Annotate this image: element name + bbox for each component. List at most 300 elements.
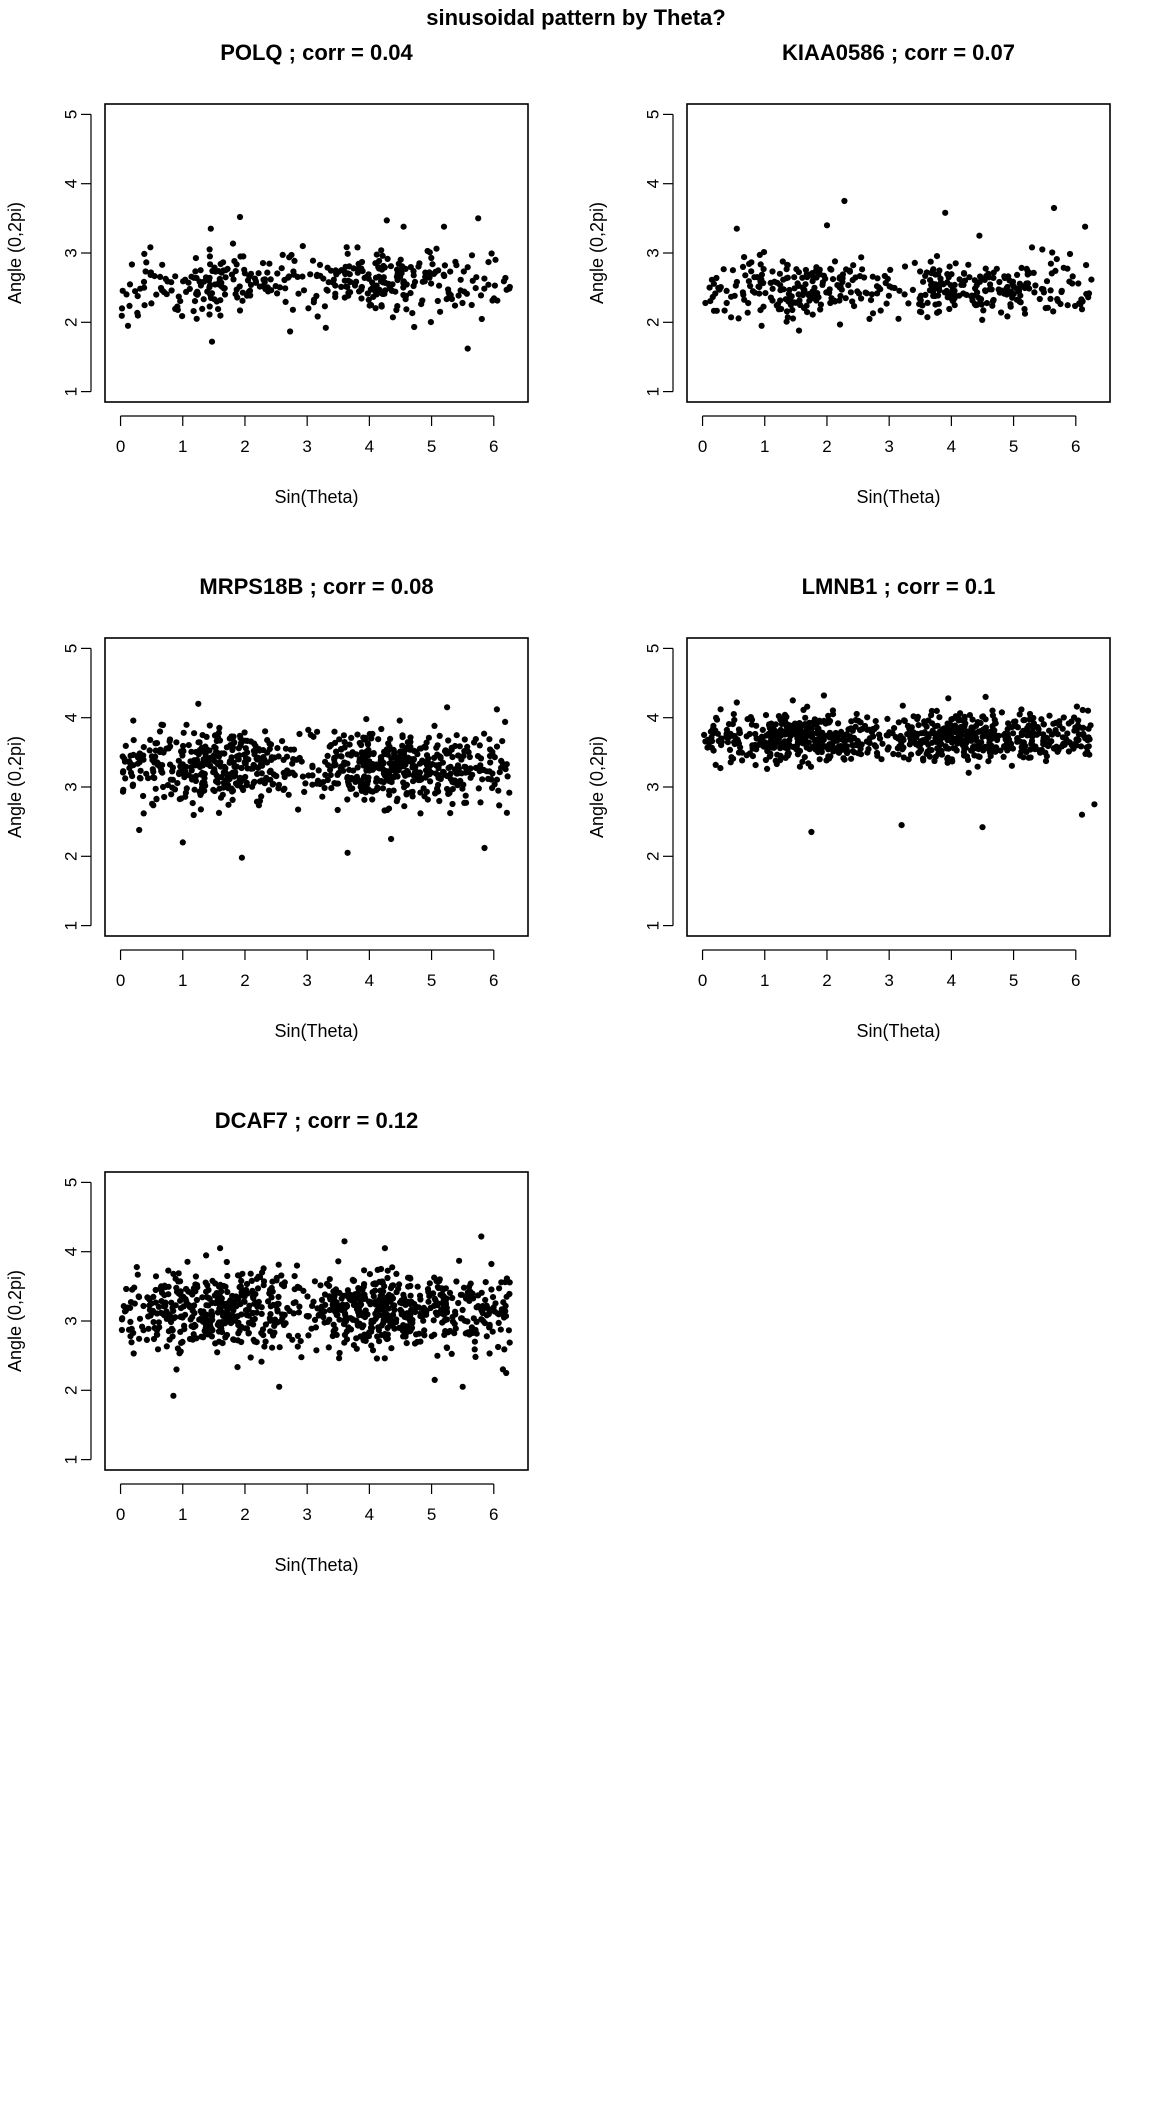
x-axis-title: Sin(Theta) [274,487,359,507]
scatter-point [204,289,210,295]
scatter-point [200,732,206,738]
scatter-point [790,697,796,703]
scatter-point [1082,751,1088,757]
x-tick-label: 2 [240,971,250,990]
scatter-point [916,722,922,728]
scatter-point [927,287,933,293]
scatter-point [999,709,1005,715]
scatter-point [187,286,193,292]
scatter-point [771,745,777,751]
y-tick-label: 1 [61,1454,81,1465]
scatter-point [858,295,864,301]
scatter-point [316,767,322,773]
scatter-point [156,1319,162,1325]
scatter-point [161,1292,167,1298]
scatter-point [431,1317,437,1323]
scatter-point [488,1261,494,1267]
scatter-point [481,286,487,292]
scatter-point [922,273,928,279]
scatter-point [780,277,786,283]
scatter-point [740,264,746,270]
x-axis-title: Sin(Theta) [856,1021,941,1041]
scatter-point [335,807,341,813]
scatter-point [195,739,201,745]
scatter-point [1080,707,1086,713]
scatter-point [1087,736,1093,742]
scatter-point [119,313,125,319]
scatter-point [487,753,493,759]
scatter-point [244,1281,250,1287]
x-tick-label: 4 [946,971,957,990]
scatter-panel-2 [587,40,1110,507]
scatter-point [481,845,487,851]
scatter-point [169,768,175,774]
scatter-point [733,283,739,289]
scatter-point [348,752,354,758]
scatter-point [338,753,344,759]
scatter-point [267,1315,273,1321]
scatter-point [374,1355,380,1361]
scatter-point [728,294,734,300]
scatter-point [417,810,423,816]
scatter-point [1029,244,1035,250]
scatter-point [173,1302,179,1308]
scatter-point [813,740,819,746]
scatter-point [902,291,908,297]
y-tick-label: 4 [61,178,81,189]
scatter-point [939,281,945,287]
x-tick-label: 2 [822,971,832,990]
scatter-point [451,1330,457,1336]
scatter-point [180,839,186,845]
scatter-point [365,775,371,781]
scatter-point [987,281,993,287]
scatter-point [380,785,386,791]
scatter-point [405,1275,411,1281]
scatter-point [212,751,218,757]
scatter-point [478,292,484,298]
x-tick-label: 0 [697,437,708,456]
scatter-point [984,730,990,736]
scatter-point [827,266,833,272]
scatter-point [400,284,406,290]
scatter-point [917,295,923,301]
y-tick-label: 4 [643,712,663,723]
scatter-point [466,1284,472,1290]
scatter-point [135,313,141,319]
scatter-point [1014,736,1020,742]
scatter-point [291,258,297,264]
scatter-point [852,274,858,280]
scatter-point [728,314,734,320]
scatter-point [473,285,479,291]
scatter-point [391,762,397,768]
scatter-point [492,257,498,263]
scatter-point [225,802,231,808]
scatter-point [261,1282,267,1288]
scatter-point [455,1300,461,1306]
scatter-point [307,271,313,277]
scatter-point [341,732,347,738]
y-tick-label: 5 [61,109,81,120]
x-tick-label: 6 [1071,437,1081,456]
scatter-point [504,1275,510,1281]
scatter-point [778,306,784,312]
scatter-point [360,785,366,791]
scatter-point [123,1286,129,1292]
scatter-point [960,281,966,287]
scatter-point [481,731,487,737]
scatter-point [348,735,354,741]
scatter-point [424,789,430,795]
scatter-point [455,752,461,758]
scatter-point [790,315,796,321]
scatter-point [1018,282,1024,288]
scatter-point [128,1299,134,1305]
scatter-point [478,1233,484,1239]
scatter-point [243,1307,249,1313]
scatter-point [213,778,219,784]
scatter-point [952,745,958,751]
scatter-point [255,1285,261,1291]
scatter-panel-1 [5,40,528,507]
scatter-point [365,764,371,770]
scatter-point [858,254,864,260]
scatter-point [769,268,775,274]
scatter-point [218,774,224,780]
scatter-point [920,757,926,763]
scatter-point [366,297,372,303]
scatter-point [811,721,817,727]
scatter-point [709,745,715,751]
scatter-point [990,712,996,718]
points [701,692,1098,835]
scatter-point [891,725,897,731]
scatter-point [886,744,892,750]
scatter-point [147,244,153,250]
panel-title: POLQ ; corr = 0.04 [220,40,413,65]
scatter-point [425,797,431,803]
scatter-point [401,803,407,809]
scatter-point [397,718,403,724]
scatter-point [982,287,988,293]
scatter-point [983,694,989,700]
scatter-point [1042,750,1048,756]
scatter-point [388,767,394,773]
scatter-point [1016,289,1022,295]
scatter-point [966,732,972,738]
scatter-point [503,1370,509,1376]
scatter-point [369,796,375,802]
scatter-point [866,316,872,322]
scatter-point [268,757,274,763]
scatter-panel-3 [5,574,528,1041]
scatter-point [165,1268,171,1274]
scatter-point [487,1350,493,1356]
scatter-point [191,308,197,314]
scatter-point [741,297,747,303]
scatter-point [1004,313,1010,319]
scatter-point [863,290,869,296]
scatter-point [993,720,999,726]
scatter-point [961,716,967,722]
scatter-point [437,309,443,315]
scatter-point [387,744,393,750]
scatter-point [864,750,870,756]
scatter-point [122,775,128,781]
scatter-point [469,1291,475,1297]
scatter-point [131,1350,137,1356]
scatter-point [926,734,932,740]
scatter-point [495,788,501,794]
scatter-point [777,731,783,737]
scatter-point [134,1264,140,1270]
scatter-point [339,1295,345,1301]
x-tick-label: 1 [760,437,770,456]
scatter-point [475,1303,481,1309]
scatter-point [473,274,479,280]
scatter-point [504,1294,510,1300]
scatter-point [1086,726,1092,732]
scatter-point [1053,727,1059,733]
scatter-point [405,758,411,764]
scatter-point [237,775,243,781]
scatter-point [494,706,500,712]
scatter-point [181,730,187,736]
scatter-point [365,290,371,296]
scatter-point [990,727,996,733]
scatter-point [375,1324,381,1330]
scatter-point [819,282,825,288]
scatter-point [413,768,419,774]
scatter-point [452,303,458,309]
scatter-point [710,723,716,729]
scatter-point [961,271,967,277]
scatter-point [280,252,286,258]
scatter-point [980,307,986,313]
x-tick-label: 0 [115,437,126,456]
scatter-point [331,755,337,761]
scatter-point [456,1258,462,1264]
scatter-point [207,1319,213,1325]
scatter-point [449,747,455,753]
scatter-point [131,1285,137,1291]
scatter-point [784,266,790,272]
scatter-point [873,718,879,724]
scatter-point [816,747,822,753]
scatter-point [378,1305,384,1311]
scatter-point [335,781,341,787]
scatter-point [322,759,328,765]
x-tick-label: 0 [697,971,708,990]
scatter-point [972,735,978,741]
scatter-point [224,1273,230,1279]
scatter-point [136,1293,142,1299]
scatter-point [274,270,280,276]
scatter-point [183,722,189,728]
scatter-point [274,745,280,751]
scatter-point [385,256,391,262]
scatter-point [436,798,442,804]
scatter-point [770,727,776,733]
scatter-point [176,294,182,300]
scatter-point [161,794,167,800]
scatter-point [952,723,958,729]
scatter-point [152,740,158,746]
scatter-point [759,323,765,329]
scatter-point [1043,758,1049,764]
scatter-point [217,1245,223,1251]
scatter-point [433,745,439,751]
x-tick-label: 1 [178,1505,188,1524]
scatter-point [326,1344,332,1350]
scatter-point [805,725,811,731]
scatter-point [382,1245,388,1251]
scatter-point [295,807,301,813]
scatter-point [358,295,364,301]
scatter-point [461,764,467,770]
scatter-point [917,742,923,748]
scatter-point [394,1289,400,1295]
scatter-point [251,1337,257,1343]
scatter-point [1004,291,1010,297]
scatter-point [753,762,759,768]
scatter-point [393,1319,399,1325]
scatter-point [472,1354,478,1360]
scatter-point [157,728,163,734]
scatter-point [188,274,194,280]
scatter-point [243,745,249,751]
scatter-point [259,770,265,776]
scatter-point [175,307,181,313]
scatter-point [496,802,502,808]
scatter-point [727,747,733,753]
scatter-point [257,798,263,804]
scatter-point [1057,301,1063,307]
scatter-point [745,310,751,316]
scatter-point [1071,714,1077,720]
y-tick-label: 5 [61,643,81,654]
scatter-point [193,255,199,261]
scatter-point [1066,748,1072,754]
scatter-point [301,287,307,293]
scatter-point [120,288,126,294]
scatter-point [774,752,780,758]
scatter-point [1001,273,1007,279]
scatter-point [327,744,333,750]
scatter-point [499,738,505,744]
scatter-point [910,287,916,293]
scatter-point [768,721,774,727]
scatter-point [208,1308,214,1314]
scatter-point [889,284,895,290]
scatter-point [137,1316,143,1322]
scatter-point [215,306,221,312]
scatter-point [357,740,363,746]
scatter-point [396,1281,402,1287]
scatter-point [819,736,825,742]
scatter-point [179,752,185,758]
y-tick-label: 1 [643,920,663,931]
scatter-point [168,777,174,783]
scatter-point [773,758,779,764]
scatter-point [799,759,805,765]
scatter-point [367,303,373,309]
plot-frame [687,638,1110,936]
scatter-point [877,286,883,292]
scatter-point [359,778,365,784]
scatter-point [309,1303,315,1309]
scatter-point [838,743,844,749]
scatter-point [240,290,246,296]
scatter-point [447,269,453,275]
scatter-point [426,770,432,776]
scatter-point [148,1312,154,1318]
scatter-point [275,1294,281,1300]
scatter-point [262,286,268,292]
scatter-point [366,271,372,277]
scatter-point [453,262,459,268]
scatter-point [405,739,411,745]
scatter-point [453,1278,459,1284]
scatter-point [235,1322,241,1328]
scatter-point [300,243,306,249]
scatter-point [790,744,796,750]
scatter-point [223,1319,229,1325]
scatter-point [130,1330,136,1336]
scatter-point [502,719,508,725]
panel-title: MRPS18B ; corr = 0.08 [199,574,434,599]
y-tick-label: 4 [643,178,663,189]
scatter-point [120,753,126,759]
scatter-point [952,302,958,308]
scatter-point [489,785,495,791]
scatter-point [771,279,777,285]
scatter-point [461,268,467,274]
scatter-point [485,259,491,265]
scatter-point [824,222,830,228]
x-axis-title: Sin(Theta) [274,1555,359,1575]
scatter-point [163,1308,169,1314]
scatter-point [1005,734,1011,740]
scatter-point [1040,738,1046,744]
scatter-point [155,1346,161,1352]
scatter-point [361,1292,367,1298]
scatter-point [234,1364,240,1370]
scatter-point [238,740,244,746]
scatter-point [433,1310,439,1316]
scatter-point [866,738,872,744]
scatter-point [333,267,339,273]
scatter-point [270,781,276,787]
scatter-point [207,253,213,259]
scatter-point [332,1292,338,1298]
scatter-point [207,275,213,281]
scatter-point [854,288,860,294]
scatter-point [432,1296,438,1302]
scatter-point [214,1290,220,1296]
scatter-point [966,274,972,280]
scatter-point [896,719,902,725]
scatter-point [478,755,484,761]
scatter-point [419,297,425,303]
scatter-point [354,1346,360,1352]
scatter-point [261,1344,267,1350]
scatter-point [239,855,245,861]
scatter-point [460,782,466,788]
scatter-point [707,285,713,291]
x-tick-label: 0 [115,971,126,990]
